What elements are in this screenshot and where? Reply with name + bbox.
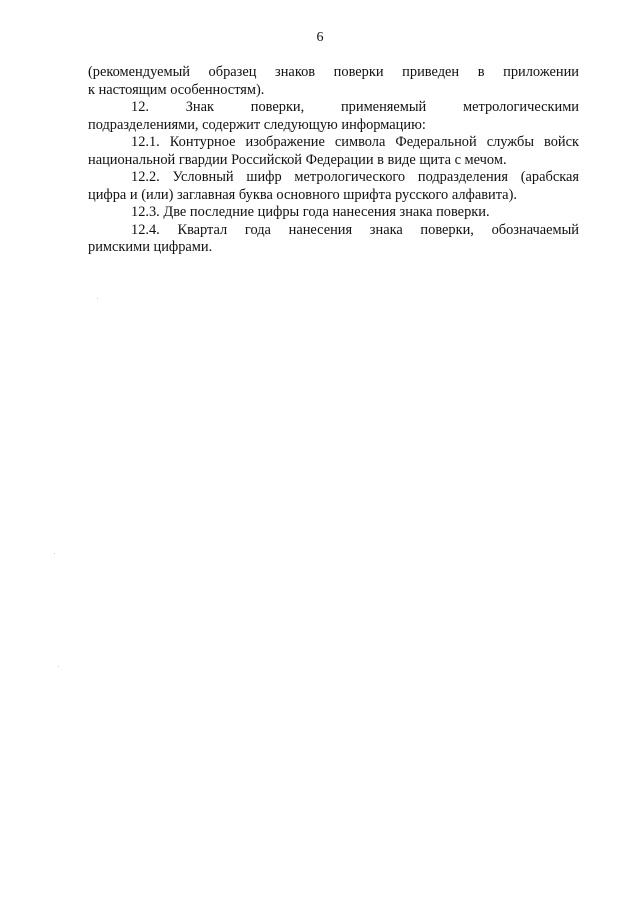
paragraph-line: подразделениями, содержит следующую информацию: <box>88 116 426 133</box>
paragraph-line: 12.2. Условный шифр метрологического подразделения (арабская <box>131 169 579 185</box>
paragraph-line: национальной гвардии Российской Федерации в виде щита с мечом. <box>88 151 507 168</box>
page-number: 6 <box>316 30 324 45</box>
paragraph-line: 12.3. Две последние цифры года нанесения знака поверки. <box>131 204 490 220</box>
paragraph-item-12-3 <box>88 204 579 222</box>
paragraph-item-12-1 <box>88 134 579 169</box>
paragraph-line: (рекомендуемый образец знаков поверки приведен в приложении <box>88 64 579 80</box>
paragraph-sample-reference <box>88 64 579 99</box>
paragraph-line: римскими цифрами. <box>88 239 213 255</box>
paragraph-line: к настоящим особенностям). <box>88 81 265 98</box>
paragraph-line: 12. Знак поверки, применяемый метрологическими <box>131 99 579 115</box>
paragraph-line: цифра и (или) заглавная буква основного шрифта русского алфавита). <box>88 186 517 203</box>
scan-speck <box>58 666 59 667</box>
paragraph-item-12-4 <box>88 222 579 257</box>
paragraph-item-12 <box>88 99 579 134</box>
scan-speck <box>97 298 98 299</box>
paragraph-line: 12.4. Квартал года нанесения знака поверки, обозначаемый <box>131 221 579 238</box>
paragraph-item-12-2 <box>88 169 579 204</box>
paragraph-line: 12.1. Контурное изображение символа Федеральной службы войск <box>131 134 579 150</box>
document-body <box>88 64 579 257</box>
scan-speck <box>54 553 55 554</box>
